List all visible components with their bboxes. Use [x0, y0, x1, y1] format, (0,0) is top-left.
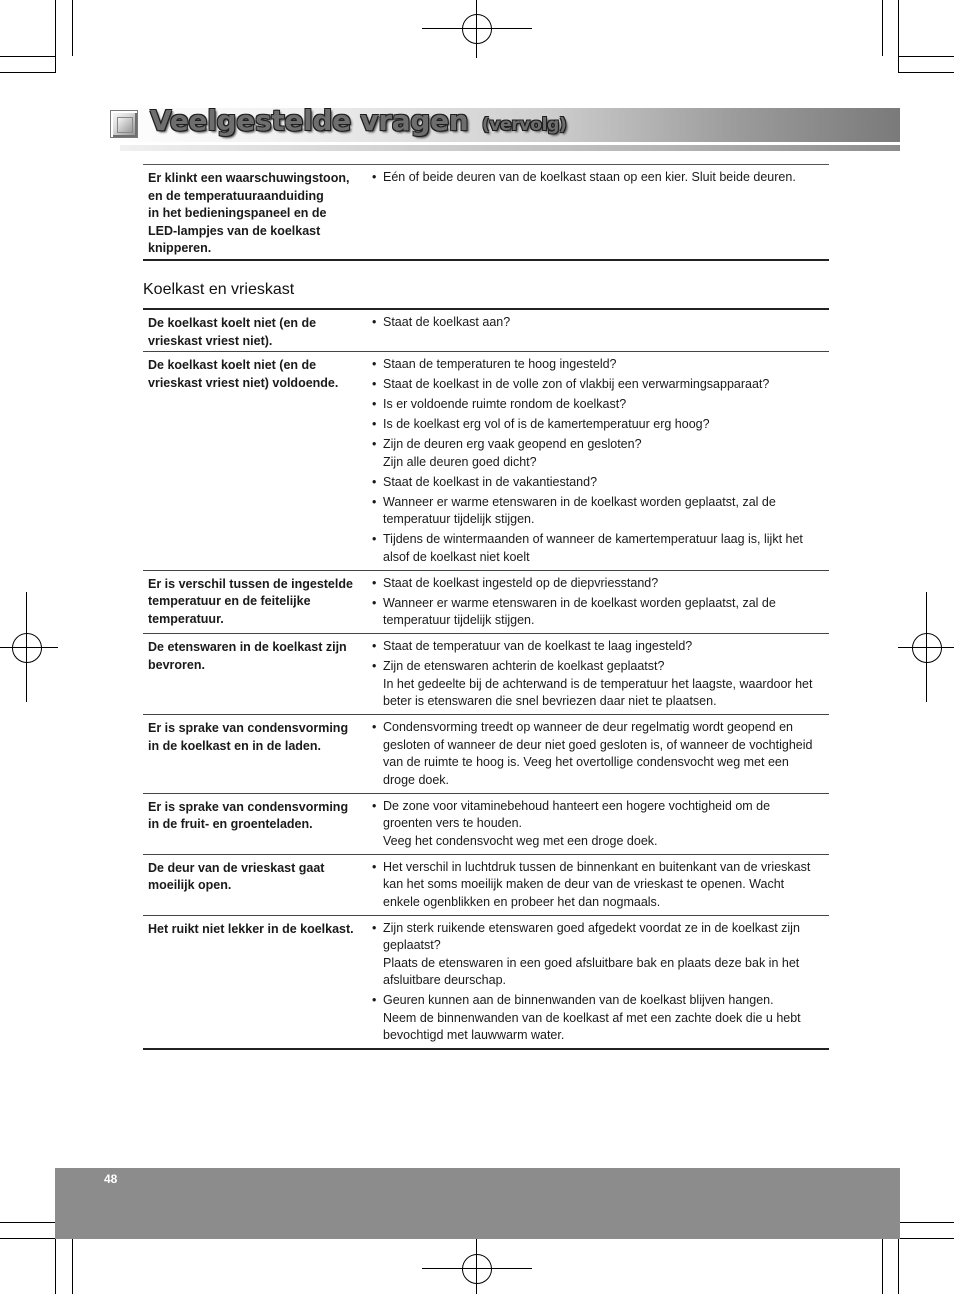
crop-mark: [882, 1238, 883, 1294]
faq-answer-item: • Staat de koelkast in de volle zon of vlakbij een verwarmingsapparaat?: [383, 376, 829, 394]
faq-question: Er is sprake van condensvorming in de koelkast en in de laden.: [143, 715, 365, 794]
page-title-subtitle: (vervolg): [481, 115, 567, 135]
crop-mark: [0, 56, 56, 57]
crop-mark: [0, 1238, 56, 1239]
faq-question: Er klinkt een waarschuwingstoon, en de temperatuuraanduiding in het bedieningspaneel en de LED-lampjes van de koelkast knipperen.: [148, 171, 350, 255]
faq-question: Er is verschil tussen de ingestelde temperatuur en de feitelijke temperatuur.: [143, 570, 365, 634]
faq-answer-item: • Zijn de etenswaren achterin de koelkast geplaatst? In het gedeelte bij de achterwand is de temperatuur het laagste, waardoor het beter is etenswaren die snel bevriezen daar niet te plaatsen.: [383, 658, 829, 711]
page-number: 48: [104, 1172, 118, 1186]
faq-question: De etenswaren in de koelkast zijn bevroren.: [143, 634, 365, 715]
faq-answer-item: • Staat de koelkast in de vakantiestand?: [383, 474, 829, 492]
section-heading: Koelkast en vrieskast: [143, 281, 295, 298]
faq-answer-item: • Staat de koelkast ingesteld op de diepvriesstand?: [383, 575, 829, 593]
faq-answer-cell: [365, 352, 829, 571]
crop-mark: [55, 0, 56, 72]
header-underline: [120, 145, 900, 151]
faq-question: De koelkast koelt niet (en de vrieskast vriest niet).: [148, 316, 317, 348]
faq-answer-item: • Is er voldoende ruimte rondom de koelkast?: [383, 396, 829, 414]
faq-answer-item: • Staat de temperatuur van de koelkast te laag ingesteld?: [383, 638, 829, 656]
faq-row: [143, 715, 829, 794]
faq-row: [143, 352, 829, 571]
faq-answer-cell: [365, 309, 829, 352]
faq-answer-cell: [365, 634, 829, 715]
faq-answer-list: [370, 638, 829, 711]
faq-answer-item: • Eén of beide deuren van de koelkast staan op een kier. Sluit beide deuren.: [383, 169, 829, 187]
faq-question: De deur van de vrieskast gaat moeilijk open.: [143, 854, 365, 915]
faq-answer-item: • Zijn de deuren erg vaak geopend en gesloten? Zijn alle deuren goed dicht?: [383, 436, 829, 471]
header-square-icon: [110, 110, 138, 138]
faq-question: Er is sprake van condensvorming in de fruit- en groenteladen.: [143, 793, 365, 854]
crop-mark: [0, 72, 56, 73]
faq-row: [143, 570, 829, 634]
faq-answer-item: • Wanneer er warme etenswaren in de koelkast worden geplaatst, zal de temperatuur tijdelijk stijgen.: [383, 494, 829, 529]
faq-row: [143, 793, 829, 854]
faq-answer-item: • Tijdens de wintermaanden of wanneer de kamertemperatuur laag is, lijkt het alsof de koelkast niet koelt: [383, 531, 829, 566]
faq-answer-item: • Staat de koelkast aan?: [383, 314, 829, 332]
crop-mark: [72, 1238, 73, 1294]
faq-question: De koelkast koelt niet (en de vrieskast vriest niet) voldoende.: [143, 352, 365, 571]
faq-answer-list: [370, 356, 829, 566]
faq-answer-item: • Staan de temperaturen te hoog ingesteld?: [383, 356, 829, 374]
faq-row: [143, 309, 829, 352]
faq-answer-cell: [365, 793, 829, 854]
faq-answer-item: • Het verschil in luchtdruk tussen de binnenkant en buitenkant van de vrieskast kan het soms moeilijk maken de deur van de vrieskast te openen. Wacht enkele ogenblikken en probeer het dan nogmaals.: [383, 859, 829, 912]
crop-mark: [882, 0, 883, 56]
footer-bar: [55, 1168, 900, 1239]
faq-answer-cell: [365, 854, 829, 915]
crop-mark: [898, 56, 954, 57]
faq-answer-item: • Geuren kunnen aan de binnenwanden van de koelkast blijven hangen. Neem de binnenwanden van de koelkast af met een zachte doek die u hebt bevochtigd met lauwwarm water.: [383, 992, 829, 1045]
fridge-freezer-faq-table: [143, 308, 829, 1050]
crop-mark: [898, 1238, 954, 1239]
faq-answer-list: [370, 920, 829, 1045]
faq-answer-cell: [365, 165, 829, 260]
faq-answer-list: [370, 798, 829, 851]
faq-answer-list: [370, 169, 829, 187]
faq-answer-item: • Is de koelkast erg vol of is de kamertemperatuur erg hoog?: [383, 416, 829, 434]
faq-row: [143, 165, 829, 260]
faq-answer-cell: [365, 715, 829, 794]
crop-mark: [898, 1222, 954, 1223]
faq-row: [143, 854, 829, 915]
intro-faq-table: [143, 164, 829, 261]
faq-answer-list: [370, 314, 829, 332]
faq-answer-list: [370, 719, 829, 789]
faq-answer-item: • Condensvorming treedt op wanneer de deur regelmatig wordt geopend en gesloten of wanneer de deur niet goed gesloten is, of wanneer de vochtigheid van de ruimte te hoog is. Veeg het overtollige condensvocht weg met een droge doek.: [383, 719, 829, 789]
faq-answer-cell: [365, 915, 829, 1049]
faq-row: [143, 634, 829, 715]
faq-row: [143, 915, 829, 1049]
intro-faq-body: [143, 165, 829, 260]
faq-answer-item: • Wanneer er warme etenswaren in de koelkast worden geplaatst, zal de temperatuur tijdelijk stijgen.: [383, 595, 829, 630]
faq-answer-cell: [365, 570, 829, 634]
faq-question: Het ruikt niet lekker in de koelkast.: [143, 915, 365, 1049]
fridge-freezer-faq-body: [143, 309, 829, 1049]
page-title-text: Veelgestelde vragen: [150, 104, 469, 137]
page-title: [150, 104, 566, 137]
crop-mark: [898, 72, 954, 73]
crop-mark: [898, 0, 899, 72]
crop-mark: [72, 0, 73, 56]
faq-answer-item: • De zone voor vitaminebehoud hanteert een hogere vochtigheid om de groenten vers te houden. Veeg het condensvocht weg met een droge doek.: [383, 798, 829, 851]
faq-answer-list: [370, 575, 829, 630]
crop-mark: [0, 1222, 56, 1223]
faq-answer-item: • Zijn sterk ruikende etenswaren goed afgedekt voordat ze in de koelkast zijn geplaatst? Plaats de etenswaren in een goed afsluitbare bak en plaats deze bak in het afsluitbare deurschap.: [383, 920, 829, 990]
faq-answer-list: [370, 859, 829, 912]
